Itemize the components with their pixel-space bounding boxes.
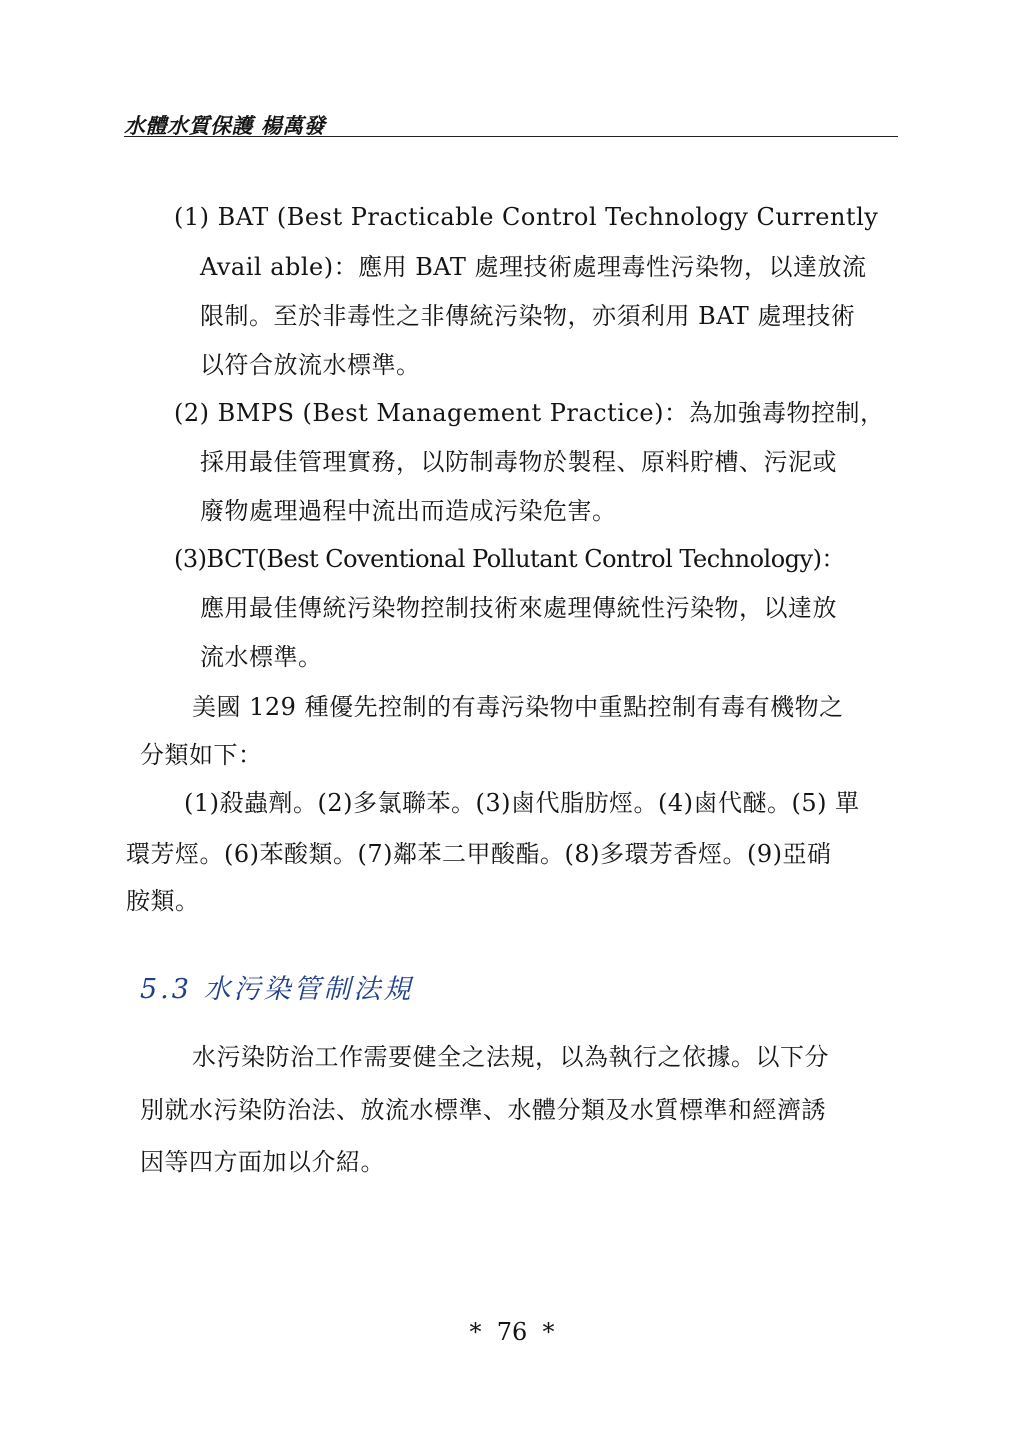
item-3-line-1: (3)BCT(Best Coventional Pollutant Control Technology)： [174, 545, 845, 573]
section-heading: 5.3 水污染管制法規 [140, 974, 414, 1005]
classification-line-1: (1)殺蟲劑。(2)多氯聯苯。(3)鹵代脂肪烴。(4)鹵代醚。(5) 單 [184, 789, 860, 817]
section-paragraph-line-2: 別就水污染防治法、放流水標準、水體分類及水質標準和經濟誘 [140, 1096, 826, 1124]
item-2-line-3: 廢物處理過程中流出而造成污染危害。 [200, 497, 617, 525]
classification-line-2: 環芳烴。(6)苯酸類。(7)鄰苯二甲酸酯。(8)多環芳香烴。(9)亞硝 [126, 840, 832, 868]
item-3-line-3: 流水標準。 [200, 643, 323, 671]
item-2-line-2: 採用最佳管理實務，以防制毒物於製程、原料貯槽、污泥或 [200, 448, 837, 476]
classification-line-3: 胺類。 [126, 887, 200, 915]
item-1-line-4: 以符合放流水標準。 [200, 351, 421, 379]
item-1-line-3: 限制。至於非毒性之非傳統污染物，亦須利用 BAT 處理技術 [200, 302, 856, 330]
priority-paragraph-line-2: 分類如下： [140, 741, 263, 769]
item-1-line-1: (1) BAT (Best Practicable Control Technology Currently [174, 203, 879, 231]
running-header [124, 106, 898, 137]
item-3-line-2: 應用最佳傳統污染物控制技術來處理傳統性污染物，以達放 [200, 594, 837, 622]
section-paragraph-line-3: 因等四方面加以介紹。 [140, 1148, 385, 1176]
section-paragraph-line-1: 水污染防治工作需要健全之法規，以為執行之依據。以下分 [192, 1043, 829, 1071]
priority-paragraph-line-1: 美國 129 種優先控制的有毒污染物中重點控制有毒有機物之 [192, 693, 844, 721]
item-2-line-1: (2) BMPS (Best Management Practice)：為加強毒物控制， [174, 399, 885, 427]
header-title: 水體水質保護 楊萬發 [124, 113, 326, 138]
item-1-line-2: Avail able)：應用 BAT 處理技術處理毒性污染物，以達放流 [200, 253, 867, 281]
page-number: * 76 * [469, 1318, 555, 1346]
